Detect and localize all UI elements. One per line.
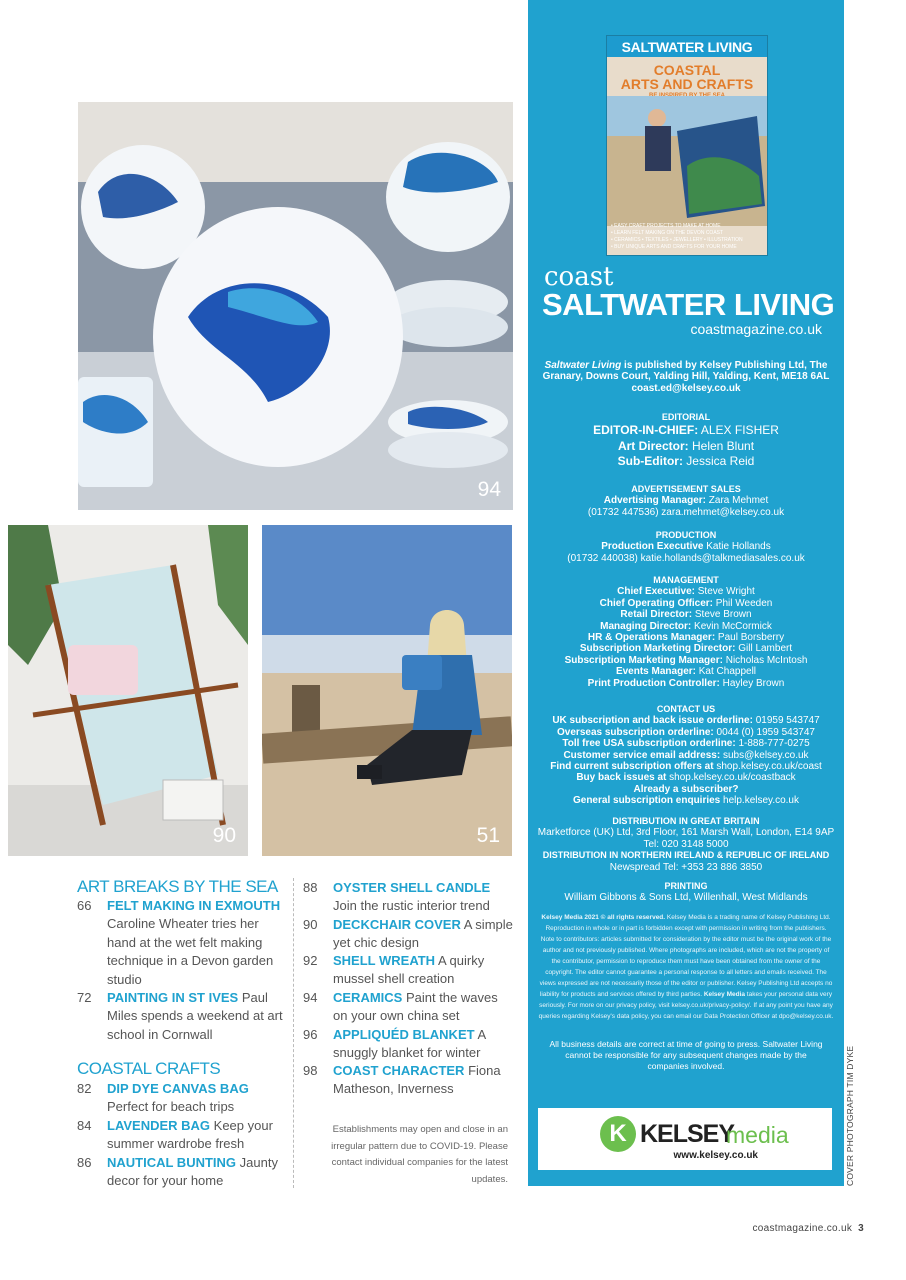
staff-name: Gill Lambert <box>735 643 793 655</box>
contents-entry[interactable] <box>77 1117 287 1154</box>
contact-row <box>534 795 838 806</box>
contact-section <box>534 704 838 807</box>
editorial-section <box>534 412 838 470</box>
staff-name: Zara Mehmet <box>706 495 769 507</box>
brand-coast-wordmark: coast <box>544 262 614 292</box>
management-heading: MANAGEMENT <box>653 575 719 585</box>
staff-role: Retail Director: <box>620 609 693 621</box>
ceramics-illustration <box>78 102 513 510</box>
entry-page-number: 96 <box>303 1027 318 1042</box>
staff-name: Nicholas McIntosh <box>722 654 808 666</box>
contact-row <box>534 750 838 761</box>
staff-row <box>534 423 838 439</box>
contents-entry[interactable] <box>77 897 287 989</box>
entry-page-number: 84 <box>77 1118 92 1133</box>
brand-url-link[interactable]: coastmagazine.co.uk <box>690 321 822 337</box>
printing-section <box>534 881 838 904</box>
printing-heading: PRINTING <box>664 881 708 891</box>
ceramics-photo <box>78 102 513 510</box>
staff-name: Paul Borsberry <box>715 632 785 644</box>
contact-label: Toll free USA subscription orderline: <box>562 738 736 750</box>
contact-label: Find current subscription offers at <box>550 761 714 773</box>
staff-row <box>534 655 838 666</box>
covid-notice: Establishments may open and close in an irregular pattern due to COVID-19. Please contact individual companies for the latest updates. <box>331 1124 508 1186</box>
masthead-panel <box>528 0 844 1186</box>
legal-bold: Kelsey Media <box>703 991 745 998</box>
contact-row <box>534 715 838 726</box>
publisher-info <box>534 360 838 394</box>
legal-notice <box>538 912 834 1022</box>
contents-entry[interactable] <box>303 916 513 953</box>
contact-label: UK subscription and back issue orderline: <box>552 715 753 727</box>
section-title-coastal-crafts: COASTAL CRAFTS <box>77 1059 221 1078</box>
contents-entry[interactable] <box>77 1080 287 1117</box>
contact-value[interactable]: subs@kelsey.co.uk <box>720 749 809 761</box>
cover-bullet: • CERAMICS • TEXTILES • JEWELLERY • ILLUSTRATION <box>611 237 743 243</box>
kelsey-wordmark: KELSEY <box>640 1120 735 1148</box>
entry-description: A snuggly blanket for winter <box>333 1027 486 1061</box>
contents-entry[interactable] <box>77 989 287 1044</box>
section-title-art-breaks: ART BREAKS BY THE SEA <box>77 877 278 896</box>
entry-title: NAUTICAL BUNTING <box>107 1155 237 1170</box>
entry-title: PAINTING IN ST IVES <box>107 990 239 1005</box>
staff-row <box>534 439 838 455</box>
entry-description: Jaunty decor for your home <box>107 1155 278 1189</box>
staff-name: Steve Wright <box>694 586 755 598</box>
cover-headline: COASTAL <box>653 62 721 78</box>
cover-photo-credit: COVER PHOTOGRAPH TIM DYKE <box>845 1045 855 1186</box>
contact-label: Customer service email address: <box>563 749 721 761</box>
staff-row <box>534 678 838 689</box>
entry-title: DECKCHAIR COVER <box>333 917 461 932</box>
contact-value[interactable]: help.kelsey.co.uk <box>720 795 799 807</box>
kelsey-url-link[interactable]: www.kelsey.co.uk <box>673 1150 758 1161</box>
entry-description: Paint the waves on your own china set <box>333 990 498 1024</box>
advertising-contact: (01732 447536) zara.mehmet@kelsey.co.uk <box>587 506 785 518</box>
deckchair-photo <box>8 525 248 856</box>
distribution-ni-phone: Newspread Tel: +353 23 886 3850 <box>609 861 763 873</box>
cover-bullet: • LEARN FELT MAKING ON THE DEVON COAST <box>611 230 724 236</box>
painter-illustration <box>262 525 512 856</box>
legal-body: Kelsey Media is a trading name of Kelsey Publishing Ltd. Reproduction in whole or in part is forbidden except with permission in writing from the publishers. Note to contributors: articles submitted for consideration by the editor must be the original work of the author and not previously published. Where photographs are included, which are not the property of the contributor, permission to reproduce them must have been obtained from the owner of the copyright. The editor cannot guarantee a personal response to all letters and emails received. The views expressed are not necessarily those of the editor or publisher. Kelsey Publishing Ltd accepts no liability for products and services offered by third parties. <box>539 914 833 998</box>
staff-row <box>534 586 838 597</box>
kelsey-media-logo[interactable] <box>538 1108 832 1170</box>
production-contact: (01732 440038) katie.hollands@talkmediasales.co.uk <box>567 552 805 564</box>
photo-page-number: 94 <box>477 478 501 501</box>
cover-bullet: • EASY CRAFT PROJECTS TO MAKE AT HOME <box>611 223 721 229</box>
staff-name: ALEX FISHER <box>698 423 779 438</box>
publisher-email[interactable]: coast.ed@kelsey.co.uk <box>631 382 741 394</box>
distribution-section <box>534 816 838 873</box>
publisher-name: Saltwater Living <box>544 360 622 371</box>
cover-headline-2: ARTS AND CRAFTS <box>620 76 754 92</box>
entry-title: APPLIQUÉD BLANKET <box>333 1027 475 1042</box>
entry-page-number: 98 <box>303 1063 318 1078</box>
photo-page-number: 51 <box>476 824 500 847</box>
contents-entry[interactable] <box>303 989 513 1026</box>
cover-thumbnail[interactable] <box>606 35 768 256</box>
distribution-ni-heading: DISTRIBUTION IN NORTHERN IRELAND & REPUBLIC OF IRELAND <box>542 850 830 861</box>
contact-value[interactable]: shop.kelsey.co.uk/coast <box>713 761 822 773</box>
contents-entry[interactable] <box>303 1026 513 1063</box>
staff-role: HR & Operations Manager: <box>587 632 716 644</box>
staff-role: Advertising Manager: <box>603 495 706 507</box>
staff-role: Events Manager: <box>615 666 696 678</box>
painter-photo <box>262 525 512 856</box>
page-footer <box>752 1223 864 1234</box>
staff-role: Production Executive <box>601 541 704 553</box>
entry-page-number: 72 <box>77 990 92 1005</box>
entry-title: LAVENDER BAG <box>107 1118 211 1133</box>
cover-masthead: SALTWATER LIVING <box>607 36 767 57</box>
contact-value: 1-888-777-0275 <box>735 738 810 750</box>
entry-description: Paul Miles spends a weekend at art school in Cornwall <box>107 990 283 1042</box>
contact-value[interactable]: shop.kelsey.co.uk/coastback <box>666 772 796 784</box>
contents-entry[interactable] <box>303 879 513 916</box>
contact-heading: CONTACT US <box>656 704 716 714</box>
staff-name: Steve Brown <box>692 609 752 621</box>
contact-row <box>534 738 838 749</box>
production-heading: PRODUCTION <box>655 530 717 540</box>
management-section <box>534 575 838 689</box>
contents-entry[interactable] <box>77 1154 287 1191</box>
editorial-heading: EDITORIAL <box>661 412 711 422</box>
staff-role: Chief Executive: <box>617 586 695 598</box>
entry-description: Perfect for beach trips <box>107 1099 235 1115</box>
contact-label: Already a subscriber? <box>633 783 739 795</box>
cover-illustration <box>607 96 768 226</box>
staff-role: Print Production Controller: <box>587 677 720 689</box>
production-section <box>534 530 838 564</box>
entry-page-number: 86 <box>77 1155 92 1170</box>
column-divider <box>293 878 294 1188</box>
legal-lead: Kelsey Media 2021 © all rights reserved. <box>541 914 666 921</box>
contact-row <box>534 772 838 783</box>
legal-body-2: takes your personal data very seriously. For more on our privacy policy, visit kelsey.co.uk/privacy-policy/. If at any point you have any queries regarding Kelsey's data policy, you can email our Data Protection Officer at dpo@kelsey.co.uk. <box>538 991 834 1020</box>
advertising-section <box>534 484 838 518</box>
staff-row <box>534 666 838 677</box>
entry-page-number: 90 <box>303 917 318 932</box>
contact-value: 0044 (0) 1959 543747 <box>713 726 815 738</box>
staff-name: Helen Blunt <box>688 438 755 453</box>
staff-row <box>534 495 838 506</box>
brand-title: SALTWATER LIVING <box>542 287 835 322</box>
staff-role: Managing Director: <box>600 620 692 632</box>
advertising-heading: ADVERTISEMENT SALES <box>631 484 741 494</box>
contact-row <box>534 761 838 772</box>
entry-description: Keep your summer wardrobe fresh <box>107 1118 273 1152</box>
staff-role: Sub-Editor: <box>617 454 683 469</box>
entry-page-number: 66 <box>77 898 92 913</box>
contact-label: General subscription enquiries <box>572 795 721 807</box>
cover-bullets <box>611 223 743 251</box>
staff-row <box>534 609 838 620</box>
staff-row <box>534 598 838 609</box>
distribution-gb-phone: Tel: 020 3148 5000 <box>643 838 729 850</box>
staff-row <box>534 541 838 552</box>
staff-name: Katie Hollands <box>703 541 771 553</box>
entry-description: Fiona Matheson, Inverness <box>333 1063 501 1097</box>
staff-row <box>534 621 838 632</box>
entry-title: CERAMICS <box>333 990 403 1005</box>
staff-row <box>534 643 838 654</box>
entry-page-number: 88 <box>303 880 318 895</box>
footer-site: coastmagazine.co.uk <box>752 1223 853 1234</box>
entry-page-number: 92 <box>303 953 318 968</box>
staff-name: Phil Weeden <box>713 597 773 609</box>
contact-value: 01959 543747 <box>752 715 820 727</box>
staff-name: Kat Chappell <box>695 666 757 678</box>
entry-title: FELT MAKING IN EXMOUTH <box>107 898 281 913</box>
staff-row <box>534 454 838 470</box>
staff-role: EDITOR-IN-CHIEF: <box>593 423 699 438</box>
staff-role: Chief Operating Officer: <box>599 597 714 609</box>
contents-entry[interactable] <box>303 952 513 989</box>
entry-title: COAST CHARACTER <box>333 1063 465 1078</box>
entry-description: A simple yet chic design <box>333 917 513 951</box>
contact-label: Buy back issues at <box>576 772 667 784</box>
distribution-gb-heading: DISTRIBUTION IN GREAT BRITAIN <box>612 816 760 826</box>
entry-page-number: 82 <box>77 1081 92 1096</box>
publisher-line: is published by Kelsey Publishing Ltd, The <box>621 360 828 371</box>
business-note: All business details are correct at time of going to press. Saltwater Living cannot be responsible for any subsequent changes made by the companies involved. <box>549 1039 823 1071</box>
staff-role: Subscription Marketing Manager: <box>564 654 723 666</box>
staff-role: Subscription Marketing Director: <box>579 643 736 655</box>
entry-title: SHELL WREATH <box>333 953 436 968</box>
distribution-gb-address: Marketforce (UK) Ltd, 3rd Floor, 161 Marsh Wall, London, E14 9AP <box>537 827 835 839</box>
entry-title: DIP DYE CANVAS BAG <box>107 1081 249 1096</box>
footer-page-number: 3 <box>858 1223 864 1234</box>
deckchair-illustration <box>8 525 248 856</box>
photo-page-number: 90 <box>212 824 236 847</box>
publisher-address: Granary, Downs Court, Yalding Hill, Yalding, Kent, ME18 6AL <box>542 371 830 383</box>
contact-row <box>534 727 838 738</box>
staff-row <box>534 632 838 643</box>
staff-role: Art Director: <box>617 438 689 453</box>
entry-description: Join the rustic interior trend <box>333 898 490 914</box>
contents-entry[interactable] <box>303 1062 513 1099</box>
printing-line: William Gibbons & Sons Ltd, Willenhall, West Midlands <box>564 892 808 904</box>
entry-page-number: 94 <box>303 990 318 1005</box>
entry-description: A quirky mussel shell creation <box>333 953 485 987</box>
contact-label: Overseas subscription orderline: <box>557 726 714 738</box>
contact-row <box>534 784 838 795</box>
kelsey-media-wordmark: media <box>726 1122 789 1148</box>
kelsey-k-icon: K <box>600 1116 636 1152</box>
entry-title: OYSTER SHELL CANDLE <box>333 880 491 895</box>
cover-bullet: • BUY UNIQUE ARTS AND CRAFTS FOR YOUR HOME <box>611 244 737 250</box>
staff-name: Hayley Brown <box>719 677 785 689</box>
staff-name: Jessica Reid <box>682 454 755 469</box>
entry-description: Caroline Wheater tries her hand at the wet felt making technique in a Devon garden studio <box>107 916 274 987</box>
staff-name: Kevin McCormick <box>691 620 772 632</box>
